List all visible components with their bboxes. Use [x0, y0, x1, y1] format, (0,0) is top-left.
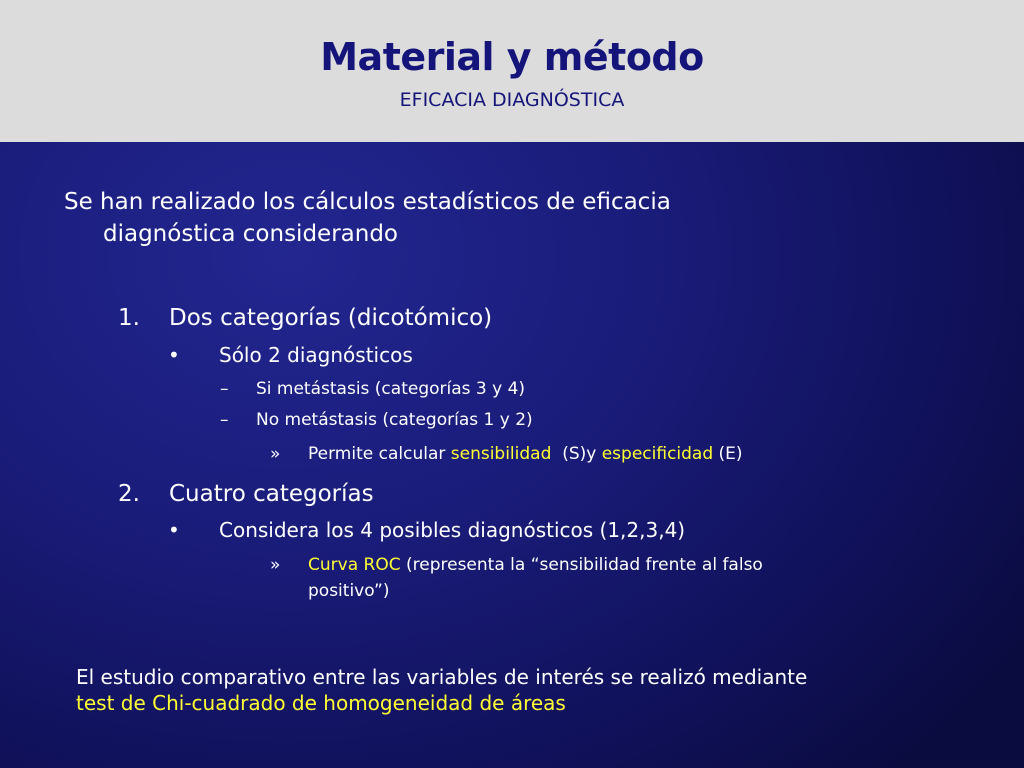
sensibilidad-highlight: sensibilidad [450, 444, 552, 464]
chevron-item-1-suffix: (E) [713, 444, 743, 464]
chevron-marker: » [270, 555, 281, 575]
slide-title: Material y método [320, 35, 704, 79]
list-number-2: 2. [118, 481, 140, 507]
slide-subtitle: EFICACIA DIAGNÓSTICA [399, 89, 625, 111]
list-number-1: 1. [118, 305, 140, 331]
chevron-item-1-prefix: Permite calcular [308, 444, 451, 464]
bullet-item-1-label: Sólo 2 diagnósticos [219, 343, 413, 367]
bullet-marker: • [168, 343, 180, 367]
chevron-item-2-continuation [308, 579, 389, 603]
chevron-item-1-middle: (S)y [551, 444, 602, 464]
chevron-item-1-text [308, 442, 743, 466]
curva-roc-highlight: Curva ROC [308, 555, 401, 575]
chevron-marker: » [270, 444, 281, 464]
intro-paragraph [64, 186, 671, 250]
especificidad-highlight: especificidad [601, 444, 714, 464]
dash-item-1-label: Si metástasis (categorías 3 y 4) [256, 379, 526, 399]
intro-line-1: Se han realizado los cálculos estadísticos de eficacia [64, 189, 671, 215]
chevron-item-2-text [308, 553, 763, 577]
intro-line-2: diagnóstica considerando [103, 221, 398, 247]
bullet-marker: • [168, 518, 180, 542]
chevron-item-2-rest: (representa la “sensibilidad frente al falso [400, 555, 763, 575]
bullet-item-2-label: Considera los 4 posibles diagnósticos (1,2,3,4) [219, 518, 686, 542]
dash-item-2-label: No metástasis (categorías 1 y 2) [256, 410, 533, 430]
slide-header [0, 0, 1024, 142]
conclusion-line-2-highlight: test de Chi-cuadrado de homogeneidad de áreas [76, 691, 566, 715]
conclusion-paragraph [76, 664, 807, 716]
list-item-2-label: Cuatro categorías [169, 481, 374, 507]
conclusion-line-1: El estudio comparativo entre las variables de interés se realizó mediante [76, 665, 808, 689]
dash-marker: – [220, 379, 229, 399]
dash-marker: – [220, 410, 229, 430]
list-item-1-label: Dos categorías (dicotómico) [169, 305, 493, 331]
chevron-item-2-line-2: positivo”) [308, 581, 390, 601]
slide-body [0, 142, 1024, 768]
